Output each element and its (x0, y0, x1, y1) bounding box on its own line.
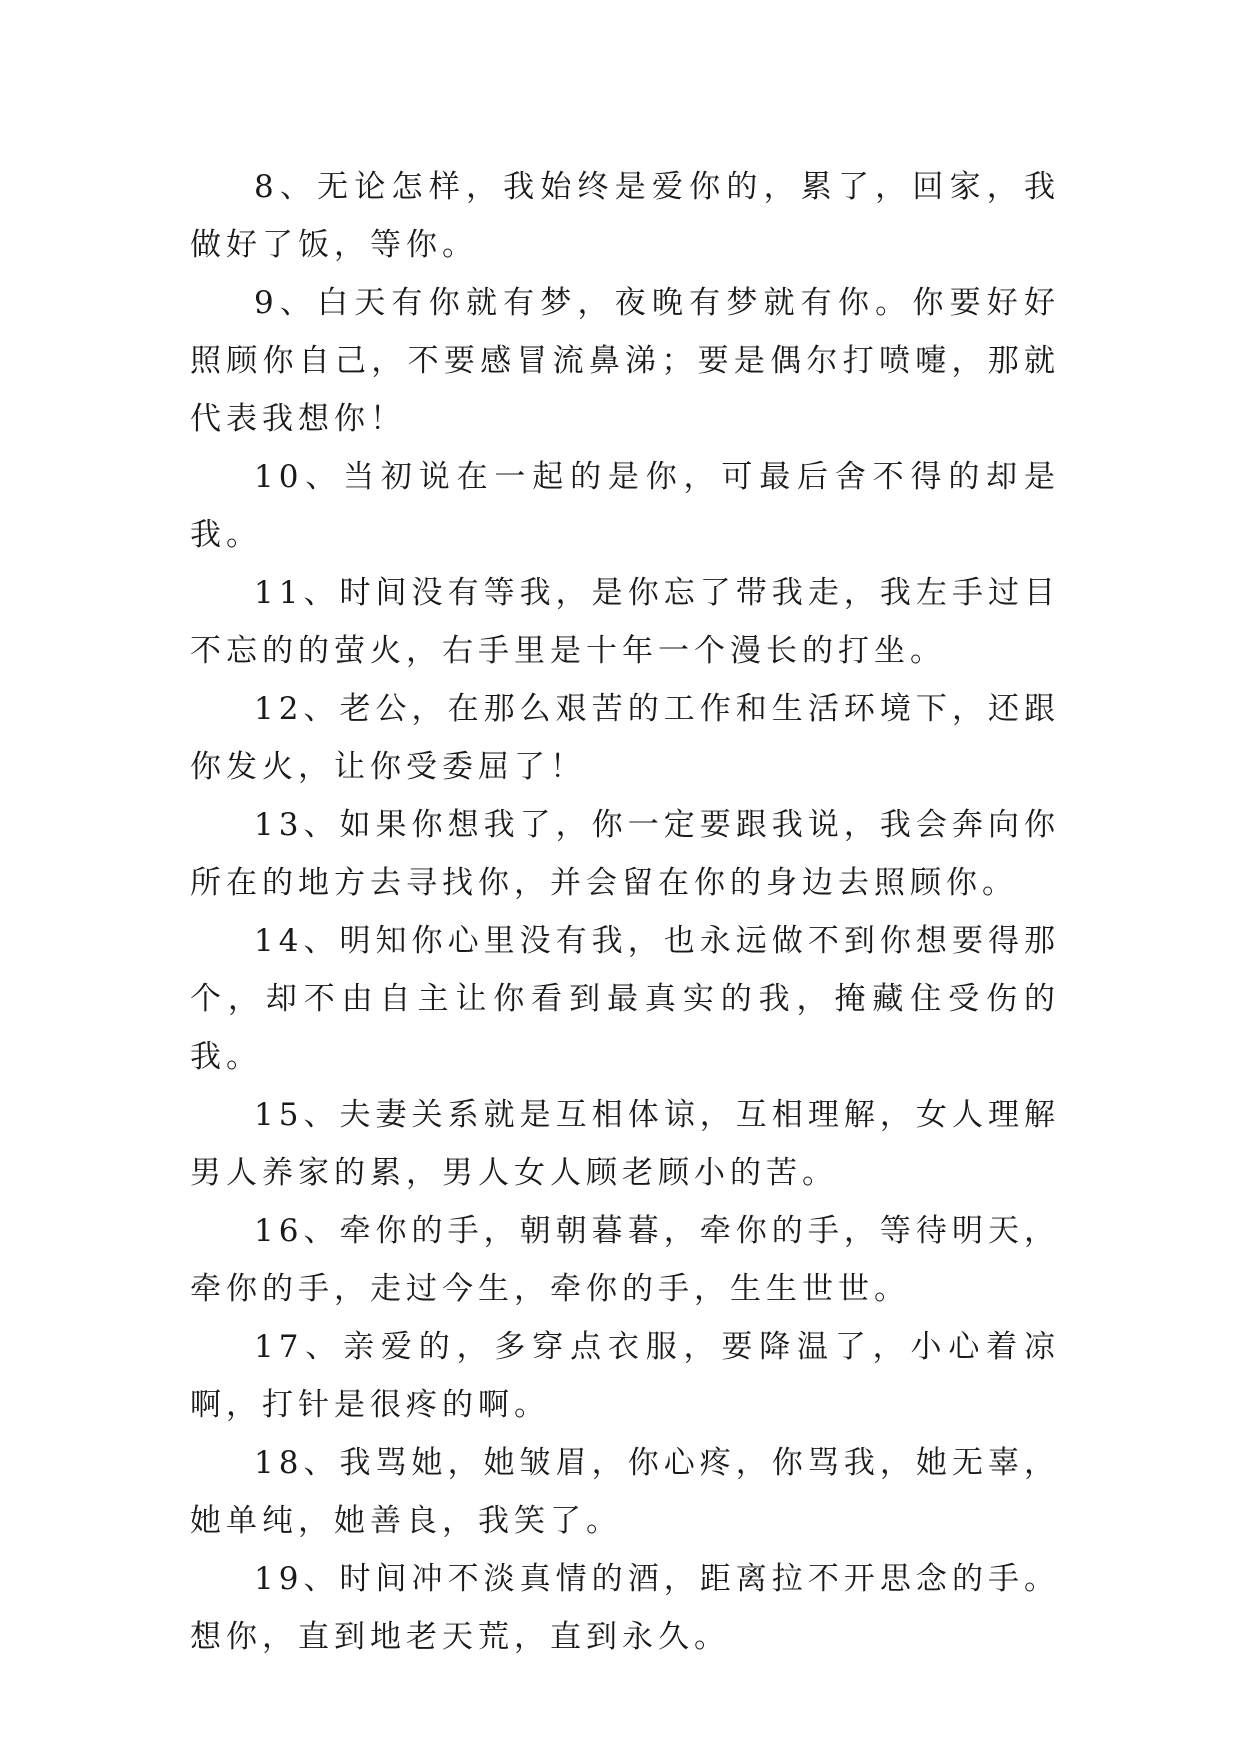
paragraph-15: 15、夫妻关系就是互相体谅，互相理解，女人理解男人养家的累，男人女人顾老顾小的苦。 (190, 1097, 1060, 1191)
paragraph-17: 17、亲爱的，多穿点衣服，要降温了，小心着凉啊，打针是很疼的啊。 (190, 1329, 1060, 1423)
paragraph-16: 16、牵你的手，朝朝暮暮，牵你的手，等待明天，牵你的手，走过今生，牵你的手，生生世世。 (190, 1213, 1060, 1307)
paragraph-18: 18、我骂她，她皱眉，你心疼，你骂我，她无辜，她单纯，她善良，我笑了。 (190, 1445, 1060, 1539)
paragraph-13: 13、如果你想我了，你一定要跟我说，我会奔向你所在的地方去寻找你，并会留在你的身边去照顾你。 (190, 807, 1060, 901)
paragraph-8: 8、无论怎样，我始终是爱你的，累了，回家，我做好了饭，等你。 (190, 169, 1060, 263)
paragraph-10: 10、当初说在一起的是你，可最后舍不得的却是我。 (190, 459, 1060, 553)
paragraph-12: 12、老公，在那么艰苦的工作和生活环境下，还跟你发火，让你受委屈了！ (190, 691, 1060, 785)
document-body (190, 158, 1060, 1666)
paragraph-11: 11、时间没有等我，是你忘了带我走，我左手过目不忘的的萤火，右手里是十年一个漫长的打坐。 (190, 575, 1060, 669)
paragraph-19: 19、时间冲不淡真情的酒，距离拉不开思念的手。想你，直到地老天荒，直到永久。 (190, 1561, 1060, 1655)
paragraph-14: 14、明知你心里没有我，也永远做不到你想要得那个，却不由自主让你看到最真实的我，掩藏住受伤的我。 (190, 923, 1060, 1075)
paragraph-9: 9、白天有你就有梦，夜晚有梦就有你。你要好好照顾你自己，不要感冒流鼻涕；要是偶尔打喷嚏，那就代表我想你！ (190, 285, 1060, 437)
